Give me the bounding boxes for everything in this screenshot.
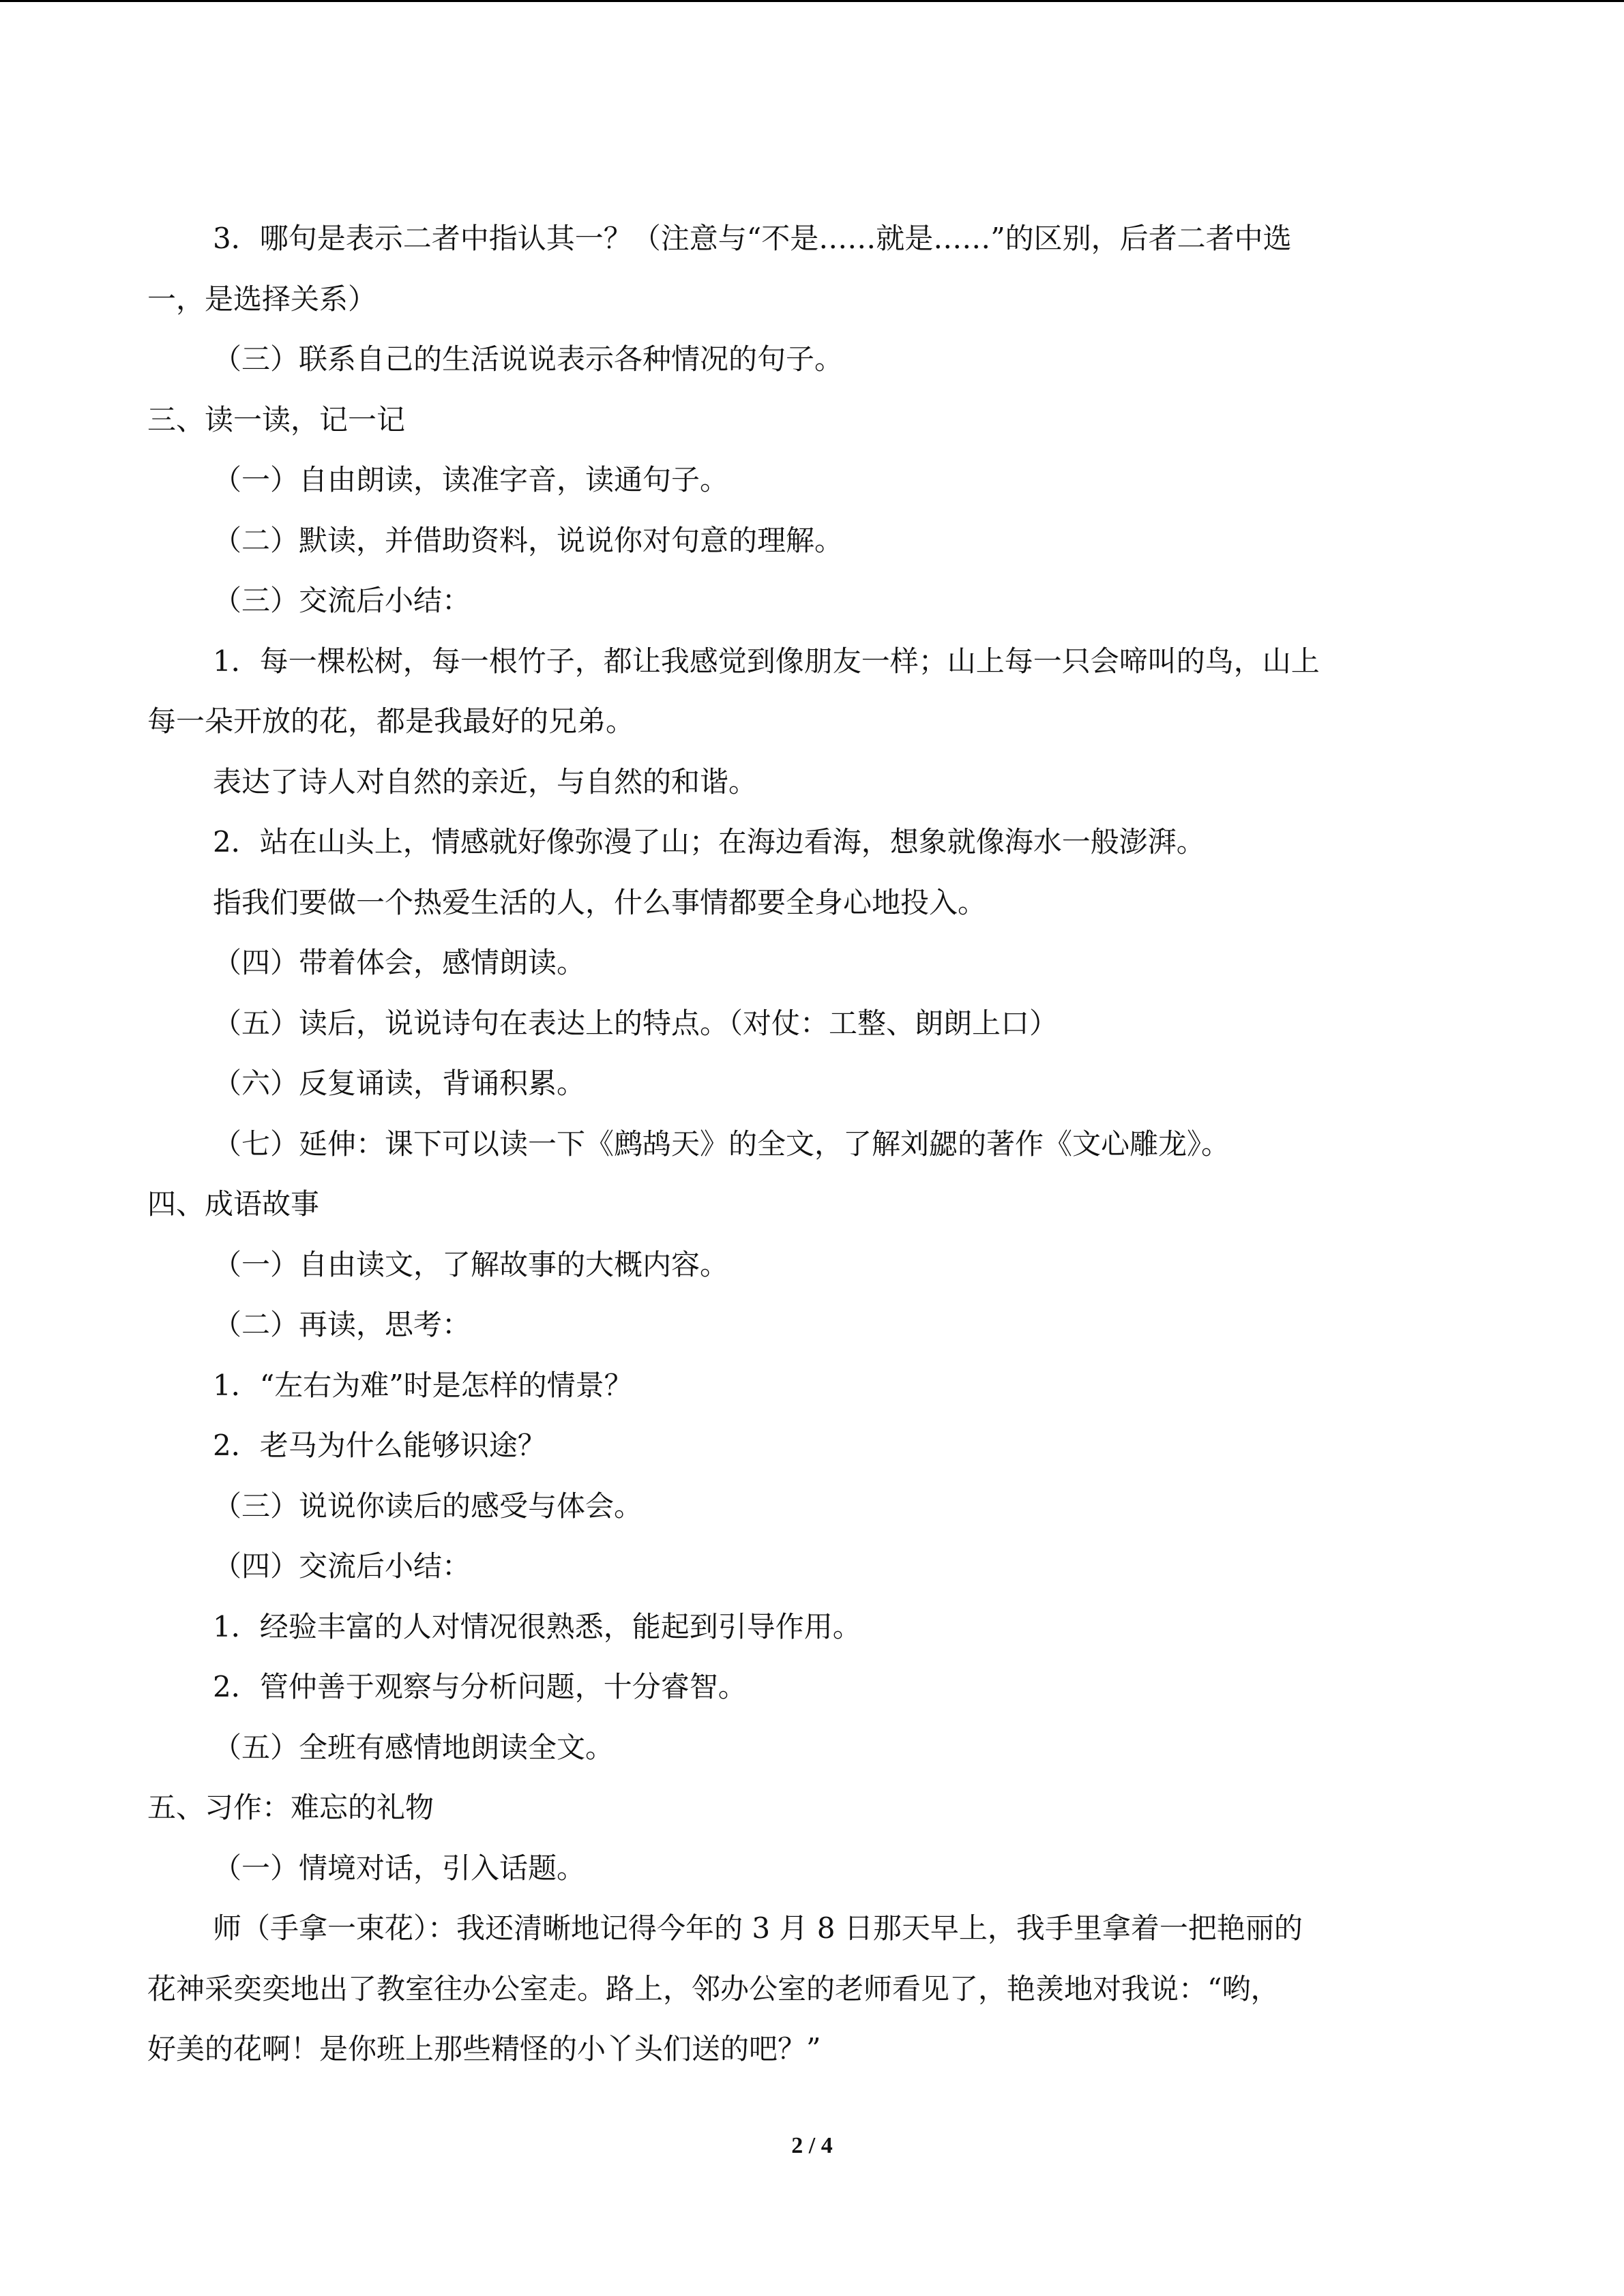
text-line: （一）自由朗读，读准字音，读通句子。 <box>213 463 729 496</box>
text-line: 1．“左右为难”时是怎样的情景？ <box>213 1368 633 1402</box>
text-line: 2．管仲善于观察与分析问题，十分睿智。 <box>213 1670 747 1703</box>
text-line: （三）联系自己的生活说说表示各种情况的句子。 <box>213 342 844 376</box>
text-line: 五、习作：难忘的礼物 <box>147 1791 434 1824</box>
text-line: 2．老马为什么能够识途？ <box>213 1429 546 1462</box>
text-line: （二）默读，并借助资料，说说你对句意的理解。 <box>213 523 844 557</box>
text-line: （七）延伸：课下可以读一下《鹧鸪天》的全文，了解刘勰的著作《文心雕龙》。 <box>213 1127 1230 1161</box>
text-line: 师（手拿一束花）：我还清晰地记得今年的 3 月 8 日那天早上，我手里拿着一把艳丽的 <box>213 1911 1303 1945</box>
text-line: 一，是选择关系） <box>147 282 377 316</box>
text-line: （六）反复诵读，背诵积累。 <box>213 1067 586 1100</box>
text-line: 花神采奕奕地出了教室往办公室走。路上，邻办公室的老师看见了，艳羡地对我说：“哟， <box>147 1971 1280 2006</box>
text-line: 四、成语故事 <box>147 1187 320 1221</box>
document-body <box>147 209 1477 2080</box>
text-line: 好美的花啊！是你班上那些精怪的小丫头们送的吧？” <box>147 2032 821 2066</box>
text-line: 指我们要做一个热爱生活的人，什么事情都要全身心地投入。 <box>213 885 987 919</box>
text-line: 三、读一读，记一记 <box>147 402 406 436</box>
text-line: （一）自由读文，了解故事的大概内容。 <box>213 1247 729 1281</box>
text-line: 3．哪句是表示二者中指认其一？（注意与“不是……就是……”的区别，后者二者中选 <box>213 222 1292 255</box>
text-line: （四）交流后小结： <box>213 1549 471 1583</box>
text-line: 1．每一棵松树，每一根竹子，都让我感觉到像朋友一样；山上每一只会啼叫的鸟，山上 <box>213 644 1320 678</box>
text-line: （一）情境对话，引入话题。 <box>213 1851 586 1885</box>
text-line: （三）交流后小结： <box>213 584 471 617</box>
text-line: （五）读后，说说诗句在表达上的特点。（对仗：工整、朗朗上口） <box>213 1006 1059 1040</box>
text-line: （四）带着体会，感情朗读。 <box>213 946 586 979</box>
text-line: 1．经验丰富的人对情况很熟悉，能起到引导作用。 <box>213 1609 861 1643</box>
text-line: （五）全班有感情地朗读全文。 <box>213 1730 615 1764</box>
text-line: 2．站在山头上，情感就好像弥漫了山；在海边看海，想象就像海水一般澎湃。 <box>213 825 1205 859</box>
text-line: 表达了诗人对自然的亲近，与自然的和谐。 <box>213 764 758 799</box>
page-number: 2 / 4 <box>791 2133 833 2158</box>
top-border-rule <box>0 0 1624 2</box>
text-line: 每一朵开放的花，都是我最好的兄弟。 <box>147 704 635 738</box>
text-line: （三）说说你读后的感受与体会。 <box>213 1489 643 1523</box>
text-line: （二）再读，思考： <box>213 1308 471 1341</box>
